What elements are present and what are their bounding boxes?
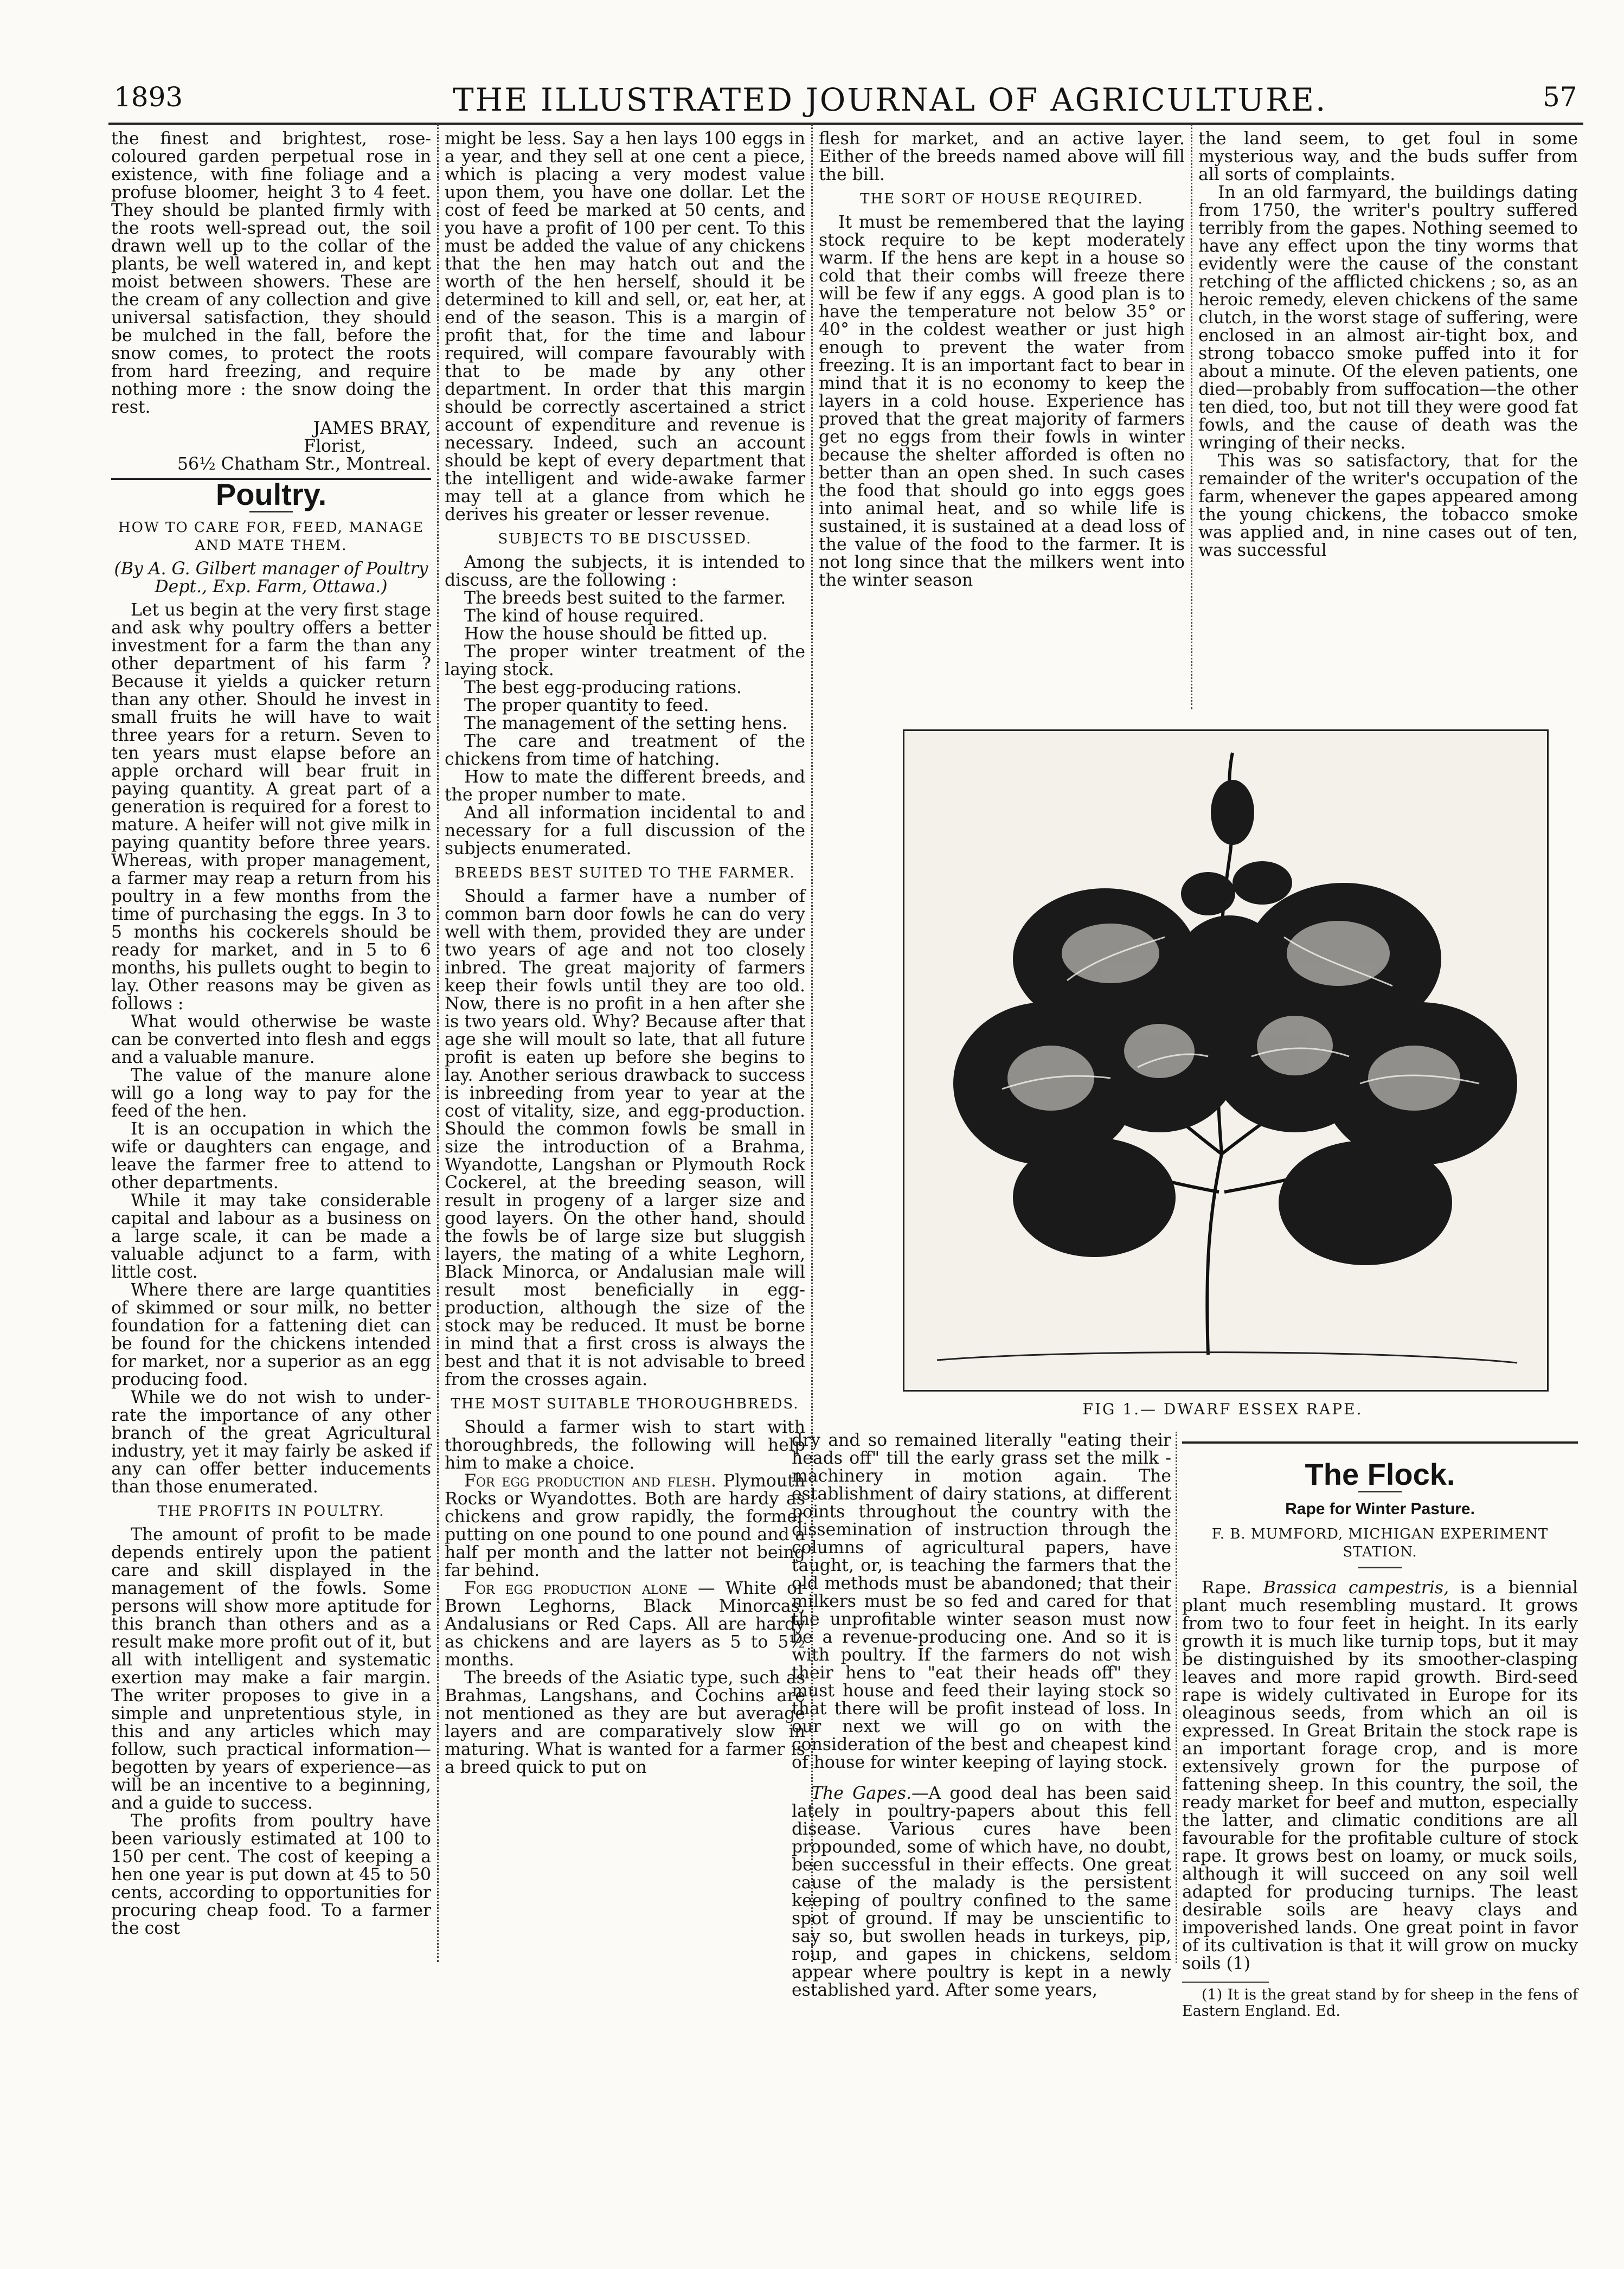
signature-title: Florist, xyxy=(304,437,366,456)
byline: (By A. G. Gilbert manager of Poultry Dept., Exp. Farm, Ottawa.) xyxy=(114,559,428,597)
paragraph: the finest and brightest, rose-coloured garden perpetual rose in existence, with fine foliage and a profuse bloomer, height 3 to 4 feet. They should be planted firmly with the roots well-spread out, the soil drawn well up to the collar of the plants, be well watered in, and kept moist between showers. These are the cream of any collection and give universal satisfaction, they should be mulched in the fall, before the snow comes, to protect the roots from hard freezing, and require nothing more : the snow doing the rest. xyxy=(111,129,431,417)
paragraph: The breeds of the Asiatic type, such as Brahmas, Langshans, and Cochins are not mentioned as they are but average layers and are comparatively slow in maturing. What is wanted for a farmer is a breed quick to put on xyxy=(445,1668,805,1777)
signature-address: 56½ Chatham Str., Montreal. xyxy=(177,454,431,474)
list-item: The best egg-producing rations. xyxy=(464,678,742,697)
paragraph: The value of the manure alone will go a long way to pay for the feed of the hen. xyxy=(111,1066,431,1121)
paragraph: While it may take considerable capital and labour as a business on a large scale, it can be made a valuable adjunct to a farm, with little cost. xyxy=(111,1191,431,1282)
subhead-thoroughbreds: THE MOST SUITABLE THOROUGHBREDS. xyxy=(451,1396,799,1412)
signature-name: JAMES BRAY, xyxy=(313,419,431,438)
column-2 xyxy=(445,130,805,1777)
list-item: The breeds best suited to the farmer. xyxy=(464,588,786,608)
list-item: The proper quantity to feed. xyxy=(464,696,709,715)
section-title-poultry: Poultry. xyxy=(215,477,327,511)
paragraph: Should a farmer wish to start with thoroughbreds, the following will help him to make a choice. xyxy=(445,1418,805,1473)
figure-dwarf-essex-rape xyxy=(903,729,1549,1392)
byline: F. B. MUMFORD, MICHIGAN EXPERIMENT STATION. xyxy=(1211,1526,1549,1560)
paragraph-lead: The Gapes. xyxy=(811,1784,912,1803)
journal-title: THE ILLUSTRATED JOURNAL OF AGRICULTURE. xyxy=(453,81,1327,118)
list-item: The kind of house required. xyxy=(464,606,704,626)
column-separator xyxy=(1176,1432,1177,1963)
footnote: (1) It is the great stand by for sheep in the fens of Eastern England. Ed. xyxy=(1182,1986,1578,2020)
page-header xyxy=(0,81,1624,125)
divider xyxy=(1358,1567,1402,1568)
paragraph xyxy=(445,1580,805,1669)
column-3-continued xyxy=(792,1432,1171,1999)
paragraph: The profits from poultry have been variously estimated at 100 to 150 per cent. The cost of keeping a hen one year is put down at 45 to 50 cents, according to opportunities for procuring cheap food. To a farmer the cost xyxy=(111,1811,431,1938)
paragraph-lead: Rape. xyxy=(1202,1578,1252,1598)
paragraph: The amount of profit to be made depends entirely upon the patient care and skill displayed in the management of the fowls. Some persons will show more aptitude for this branch than others and as a result make more profit out of it, but all with intelligent and systematic exertion may make a fair margin. The writer proposes to give in a simple and unpretentious style, in this and any articles which may follow, such practical information—begotten by years of experience—as will be an incentive to a beginning, and a guide to success. xyxy=(111,1525,431,1813)
header-year: 1893 xyxy=(114,81,183,113)
paragraph-lead: For egg production alone — xyxy=(464,1579,715,1598)
paragraph-lead: For egg production and flesh. xyxy=(464,1471,717,1491)
paragraph: Let us begin at the very first stage and ask why poultry offers a better investment for a farm the than any other department of his farm ? Because it yields a quicker return than any other. Should he invest in small fruits he will have to wait three years for a return. Seven to ten years must elapse before an apple orchard will bear fruit in paying quantity. A great part of a generation is required for a forest to mature. A heifer will not give milk in paying quantity before three years. Whereas, with proper management, a farmer may reap a return from his poultry in a few months from the time of purchasing the eggs. In 3 to 5 months his cockerels should be ready for market, and in 5 to 6 months, his pullets ought to begin to lay. Other reasons may be given as follows : xyxy=(111,600,431,1014)
paragraph: Among the subjects, it is intended to discuss, are the following : xyxy=(445,553,805,590)
paragraph: What would otherwise be waste can be converted into flesh and eggs and a valuable manure. xyxy=(111,1012,431,1067)
paragraph: While we do not wish to under-rate the importance of any other branch of the great Agricultural industry, yet it may fairly be asked if any can offer better inducements than those enumerated. xyxy=(111,1388,431,1497)
paragraph: flesh for market, and an active layer. Either of the breeds named above will fill the bill. xyxy=(819,129,1185,184)
column-separator xyxy=(437,124,439,1962)
article-subhead: HOW TO CARE FOR, FEED, MANAGE AND MATE THEM. xyxy=(118,520,424,554)
column-4 xyxy=(1198,130,1578,560)
paragraph: Where there are large quantities of skimmed or sour milk, no better foundation for a fattening diet can be found for the chickens intended for market, nor a superior as an egg producing food. xyxy=(111,1280,431,1389)
paragraph: It must be remembered that the laying stock require to be kept moderately warm. If the hens are kept in a house so cold that their combs will freeze there will be few if any eggs. A good plan is to have the temperature not below 35° or 40° in the coldest weather or just high enough to prevent the water from freezing. It is an important fact to bear in mind that it is no economy to keep the layers in a cold house. Experience has proved that the great majority of farmers get no eggs from their fowls in winter because the shelter afforded is often no better than an open shed. In such cases the food that should go into eggs goes into animal heat, and so while life is sustained, it is sustained at a dead loss of the value of the food to the farmer. It is not long since that the milkers went into the winter season xyxy=(819,213,1185,590)
paragraph: It is an occupation in which the wife or daughters can engage, and leave the farmer free to attend to other departments. xyxy=(111,1119,431,1193)
subhead-house: THE SORT OF HOUSE REQUIRED. xyxy=(860,191,1144,207)
column-separator xyxy=(1191,124,1192,709)
list-item: The proper winter treatment of the laying stock. xyxy=(445,642,805,680)
paragraph xyxy=(792,1785,1171,1999)
list-item: How to mate the different breeds, and the proper number to mate. xyxy=(445,767,805,805)
paragraph-body: White or Brown Leghorns, Black Minorcas, Andalusians or Red Caps. All are hardy as chickens and are layers as 5 to 5½ months. xyxy=(445,1579,805,1670)
paragraph: the land seem, to get foul in some mysterious way, and the buds suffer from all sorts of complaints. xyxy=(1198,129,1578,184)
section-title-flock: The Flock. xyxy=(1305,1457,1455,1491)
header-rule xyxy=(108,123,1583,125)
footnote-rule xyxy=(1182,1982,1269,1983)
paragraph-body: —A good deal has been said lately in poultry-papers about this fell disease. Various cures have been propounded, some of which have, no doubt, been successful in their effects. One great cause of the malady is the persistent keeping of poultry confined to the same spot of ground. If may be unscientific to say so, but swollen heads in turkeys, pip, roup, and gapes in chickens, seldom appear where poultry is kept in a newly established yard. After some years, xyxy=(792,1784,1171,2000)
subhead-profits: THE PROFITS IN POULTRY. xyxy=(157,1503,385,1520)
paragraph xyxy=(1182,1579,1578,1973)
figure-caption: FIG 1.— DWARF ESSEX RAPE. xyxy=(1082,1400,1363,1418)
list-item: The care and treatment of the chickens from time of hatching. xyxy=(445,732,805,769)
column-3 xyxy=(819,130,1185,589)
paragraph: In an old farmyard, the buildings dating from 1750, the writer's poultry suffered terribly from the gapes. Nothing seemed to have any effect upon the tiny worms that evidently were the cause of the constant retching of the afflicted chickens ; so, as an heroic remedy, eleven chickens of the same clutch, in the worst stage of suffering, were enclosed in an almost air-tight box, and strong tobacco smoke puffed into it for about a minute. Of the eleven patients, one died—probably from suffocation—the other ten died, too, but not till they were good fat fowls, and the cause of death was the wringing of their necks. xyxy=(1198,183,1578,453)
list-item: The management of the setting hens. xyxy=(464,714,788,733)
paragraph-body: is a biennial plant much resembling mustard. It grows from two to four feet in height. In its early growth it is much like turnip tops, but it may be distinguished by its smoother-clasping leaves and more rapid growth. Bird-seed rape is widely cultivated in Europe for its oleaginous seeds, from which an oil is expressed. In Great Britain the stock rape is an important forage crop, and is more extensively grown for the purpose of fattening sheep. In this country, the soil, the ready market for beef and mutton, especially the latter, and climatic conditions are all favourable for the profitable culture of stock rape. It grows best on loamy, or muck soils, although it will succeed on any soil well adapted for producing turnips. The least desirable soils are heavy clays and impoverished lands. One great point in favor of its cultivation is that it will grow on mucky soils (1) xyxy=(1182,1578,1578,1973)
paragraph: dry and so remained literally "eating their heads off" till the early grass set the milk - machinery in motion again. The establishment of dairy stations, at different points throughout the country with the dissemination of instruction through the columns of agricultural papers, have taught, or, is teaching the farmers that the old methods must be abandoned; that their milkers must be so fed and cared for that the unprofitable winter season must now be a revenue-producing one. And so it is with poultry. If the farmers do not wish their hens to "eat their heads off" they must house and feed their laying stock so that there will be profit instead of loss. In our next we will go on with the consideration of the best and cheapest kind of house for winter keeping of laying stock. xyxy=(792,1431,1171,1772)
list-item: And all information incidental to and necessary for a full discussion of the subjects enumerated. xyxy=(445,803,805,858)
paragraph: might be less. Say a hen lays 100 eggs in a year, and they sell at one cent a piece, which is placing a very modest value upon them, you have one dollar. Let the cost of feed be marked at 50 cents, and you have a profit of 100 per cent. To this must be added the value of any chickens that the hen may hatch out and the worth of the hen herself, should it be determined to kill and sell, or, eat her, at end of the season. This is a margin of profit that, for the time and labour required, will compare favourably with that to be made by any other department. In order that this margin should be correctly ascertained a strict account of expenditure and revenue is necessary. Indeed, such an account should be kept of every department that the intelligent and wide-awake farmer may tell at a glance from which he derives his greater or lesser revenue. xyxy=(445,129,805,524)
subhead-breeds: BREEDS BEST SUITED TO THE FARMER. xyxy=(454,865,795,881)
latin-name: Brassica campestris, xyxy=(1263,1578,1449,1598)
paragraph xyxy=(445,1472,805,1580)
divider xyxy=(1182,1441,1578,1444)
rape-plant-illustration xyxy=(904,731,1547,1390)
paragraph-body: Plymouth Rocks or Wyandottes. Both are hardy as chickens and grow rapidly, the former putting on one pound to one pound and a half per month and the latter not being far behind. xyxy=(445,1471,806,1580)
paragraph: This was so satisfactory, that for the remainder of the writer's occupation of the farm, whenever the gapes appeared among the young chickens, the tobacco smoke was applied and, in nine cases out of ten, was successful xyxy=(1198,451,1578,560)
paragraph: Should a farmer have a number of common barn door fowls he can do very well with them, provided they are under two years of age and not too closely inbred. The great majority of farmers keep their fowls until they are too old. Now, there is no profit in a hen after she is two years old. Why? Because after that age she will moult so late, that all future profit is eaten up before she begins to lay. Another serious drawback to success is inbreeding from year to year at the cost of vitality, size, and egg-production. Should the common fowls be small in size the introduction of a Brahma, Wyandotte, Langshan or Plymouth Rock Cockerel, at the breeding season, will result in progeny of a larger size and good layers. On the other hand, should the fowls be of large size but sluggish layers, the mating of a white Leghorn, Black Minorca, or Andalusian male will result most beneficially in egg-production, although the size of the stock may be reduced. It must be borne in mind that a first cross is always the best and that it is not advisable to breed from the crosses again. xyxy=(445,887,805,1389)
column-4-flock xyxy=(1182,1437,1578,2020)
column-1 xyxy=(111,130,431,1938)
article-subhead: Rape for Winter Pasture. xyxy=(1285,1500,1475,1518)
list-item: How the house should be fitted up. xyxy=(464,624,768,644)
page-number: 57 xyxy=(1543,81,1577,113)
subhead-subjects: SUBJECTS TO BE DISCUSSED. xyxy=(498,531,752,547)
